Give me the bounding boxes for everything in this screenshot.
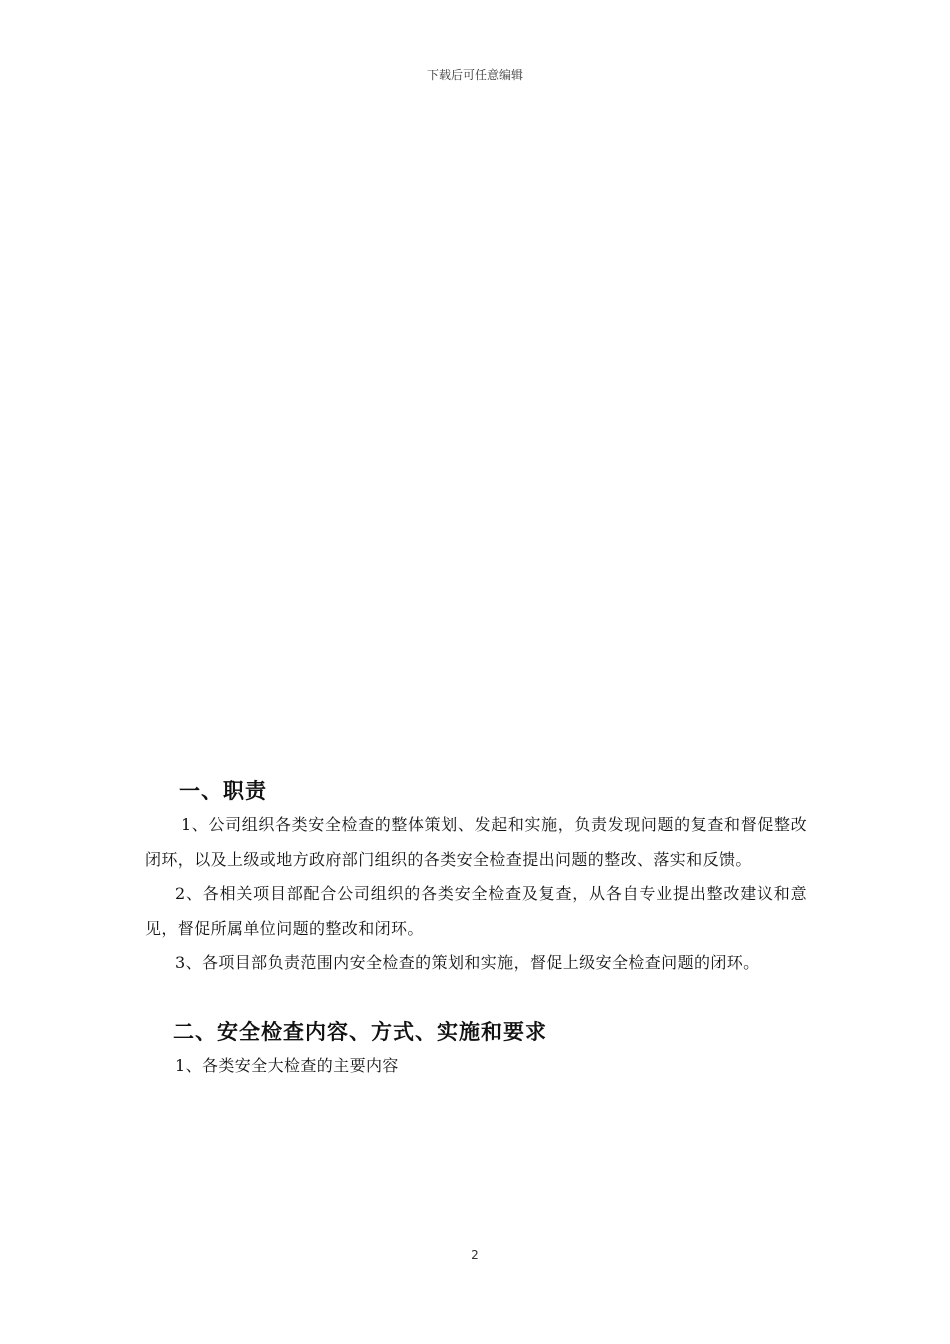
- duty-paragraph-1: 1、公司组织各类安全检查的整体策划、发起和实施，负责发现问题的复查和督促整改闭环，以及上级或地方政府部门组织的各类安全检查提出问题的整改、落实和反馈。: [145, 815, 807, 869]
- document-body: [145, 774, 807, 1083]
- inspection-paragraph-1: 1、各类安全大检查的主要内容: [175, 1055, 399, 1075]
- page-number: 2: [471, 1248, 479, 1262]
- duty-paragraph-2: 2、各相关项目部配合公司组织的各类安全检查及复查，从各自专业提出整改建议和意见，督促所属单位问题的整改和闭环。: [145, 884, 807, 938]
- duty-paragraph-3: 3、各项目部负责范围内安全检查的策划和实施，督促上级安全检查问题的闭环。: [175, 953, 760, 972]
- page-header: 下载后可任意编辑: [426, 68, 523, 82]
- section-heading-inspection: 二、安全检查内容、方式、实施和要求: [173, 1019, 547, 1044]
- section-heading-duties: 一、职责: [179, 779, 267, 803]
